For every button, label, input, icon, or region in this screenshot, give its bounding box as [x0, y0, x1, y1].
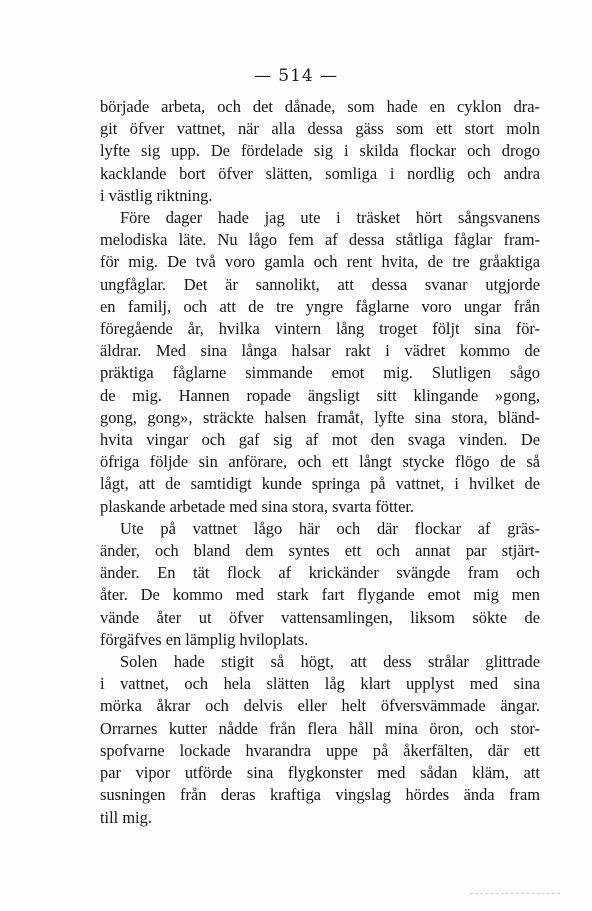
- text-line: förgäfves en lämplig hviloplats.: [100, 629, 309, 649]
- footer-divider: [470, 893, 560, 894]
- text-line: började arbeta, och det dånade, som hade en cyklon dra-: [100, 97, 540, 116]
- text-line: melodiska läte. Nu lågo fem af dessa ståtliga fåglar fram-: [100, 230, 540, 250]
- text-line: föregående år, hvilka vintern lång troget följt sina för-: [100, 319, 540, 339]
- paragraph-2: [100, 207, 540, 518]
- text-line: i vattnet, och hela slätten låg klart upplyst med sina: [100, 674, 540, 694]
- paragraph-3: [100, 518, 540, 651]
- text-line: vände åter ut öfver vattensamlingen, liksom sökte de: [100, 607, 540, 627]
- text-line: till mig.: [100, 807, 152, 827]
- body-text: [100, 96, 540, 829]
- paragraph-4: [100, 651, 540, 829]
- text-line: gong, gong», sträckte halsen framåt, lyfte sina stora, bländ-: [100, 407, 540, 427]
- text-line: Före dager hade jag ute i träsket hört sångsvanens: [120, 208, 540, 228]
- text-line: lågt, att de samtidigt kunde springa på vattnet, i hvilket de: [100, 474, 540, 494]
- text-line: lyfte sig upp. De fördelade sig i skilda flockar och drogo: [100, 141, 540, 161]
- text-line: spofvarne lockade hvarandra uppe på åkerfälten, där ett: [100, 740, 540, 760]
- text-line: hvita vingar och gaf sig af mot den svaga vinden. De: [100, 430, 540, 450]
- text-line: kacklande bort öfver slätten, somliga i nordlig och andra: [100, 163, 540, 183]
- text-line: Ute på vattnet lågo här och där flockar af gräs-: [120, 518, 540, 538]
- text-line: för mig. De två voro gamla och rent hvita, de tre gråaktiga: [100, 252, 540, 272]
- text-line: en familj, och att de tre yngre fåglarne voro ungar från: [100, 296, 540, 316]
- text-line: öfriga följde sin anförare, och ett långt stycke flögo de så: [100, 452, 540, 472]
- text-line: susningen från deras kraftiga vingslag hördes ända fram: [100, 785, 540, 805]
- text-line: åter. De kommo med stark fart flygande emot mig men: [100, 585, 540, 605]
- text-line: i västlig riktning.: [100, 185, 213, 205]
- text-line: präktiga fåglarne simmande emot mig. Slutligen sågo: [100, 363, 540, 383]
- text-line: Orrarnes kutter nådde från flera håll mina öron, och stor-: [100, 718, 540, 738]
- paragraph-1: [100, 96, 540, 207]
- page-number: — 514 —: [253, 66, 339, 86]
- text-line: par vipor utförde sina flygkonster med sådan kläm, att: [100, 763, 540, 783]
- text-line: git öfver vattnet, när alla dessa gäss som ett stort moln: [100, 119, 540, 139]
- text-line: de mig. Hannen ropade ängsligt sitt klingande »gong,: [100, 385, 540, 405]
- text-line: änder, och bland dem syntes ett och annat par stjärt-: [100, 541, 540, 561]
- text-line: mörka åkrar och delvis eller helt öfversvämmade ängar.: [100, 696, 540, 716]
- text-line: änder. En tät flock af krickänder svängde fram och: [100, 563, 540, 583]
- text-line: äldrar. Med sina långa halsar rakt i vädret kommo de: [100, 341, 540, 361]
- text-line: Solen hade stigit så högt, att dess strålar glittrade: [120, 652, 540, 672]
- text-line: ungfåglar. Det är sannolikt, att dessa svanar utgjorde: [100, 274, 540, 294]
- text-line: plaskande arbetade med sina stora, svarta fötter.: [100, 496, 415, 516]
